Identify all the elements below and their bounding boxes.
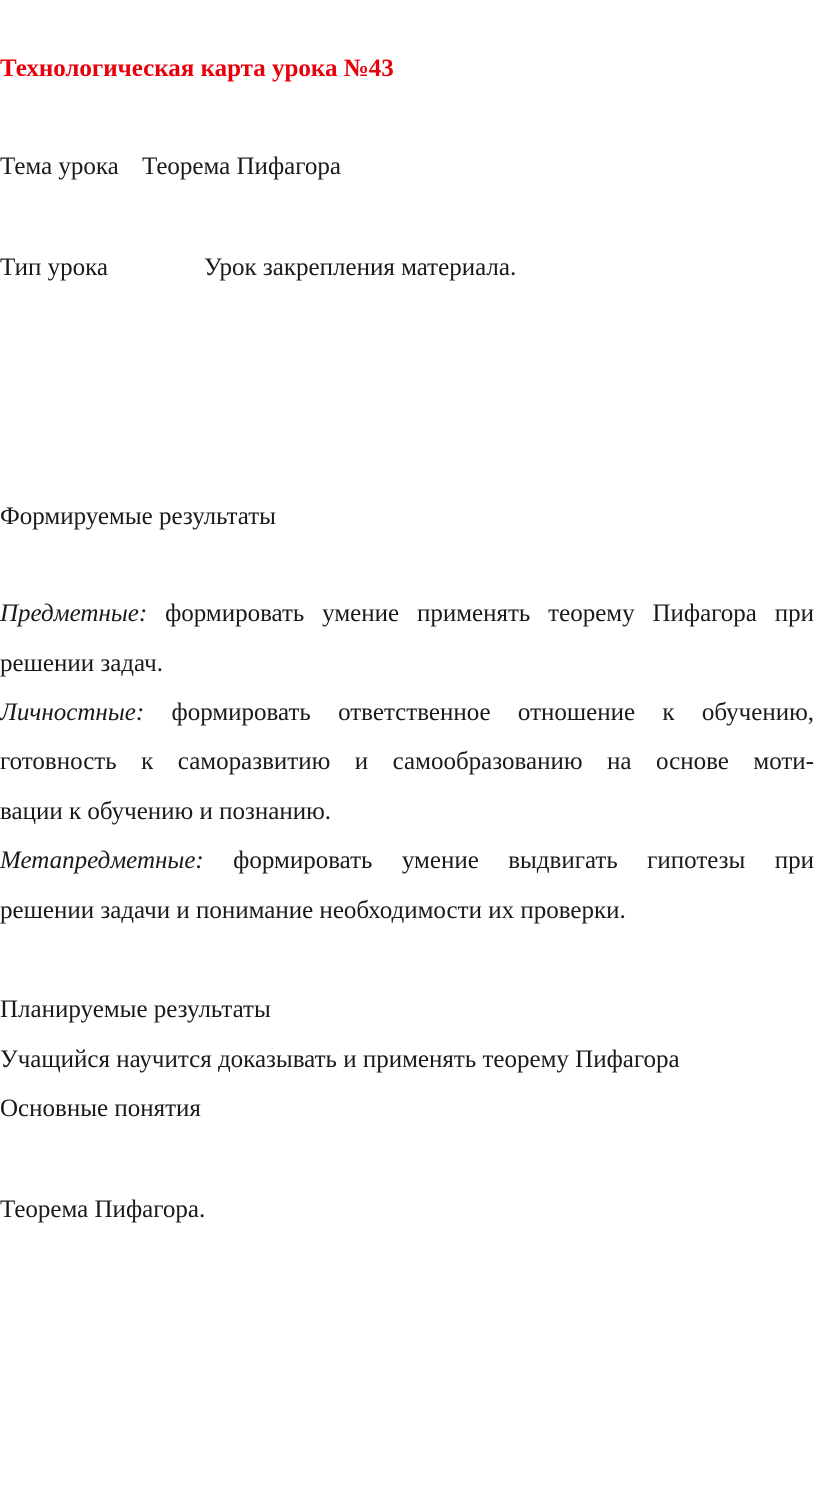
personal-results-line-3: вации к обучению и познанию. (0, 798, 332, 825)
subject-results-text-1: формировать умение применять теорему Пифагора при (165, 600, 814, 627)
meta-results-label: Метапредметные: (0, 847, 204, 874)
personal-results-text-1: формировать ответственное отношение к обучению, (171, 699, 815, 726)
topic-row (0, 152, 341, 182)
lesson-type-value: Урок закрепления материала. (204, 254, 517, 281)
personal-results-label: Личностные: (0, 699, 145, 726)
meta-results-text-1: формировать умение выдвигать гипотезы при (233, 847, 815, 874)
lesson-type-row (0, 253, 517, 283)
meta-results-line-1 (0, 846, 814, 876)
planned-results-heading: Планируемые результаты (0, 996, 271, 1023)
formed-results-heading: Формируемые результаты (0, 503, 276, 530)
topic-label: Тема урока (0, 153, 119, 180)
planned-results-text: Учащийся научится доказывать и применять теорему Пифагора (0, 1046, 680, 1073)
lesson-type-label: Тип урока (0, 254, 109, 281)
subject-results-line-1 (0, 599, 814, 629)
basic-concepts-text: Теорема Пифагора. (0, 1196, 206, 1223)
basic-concepts-heading: Основные понятия (0, 1095, 201, 1122)
subject-results-label: Предметные: (0, 600, 148, 627)
page-title: Технологическая карта урока №43 (0, 55, 394, 82)
subject-results-line-2: решении задач. (0, 650, 163, 677)
meta-results-line-2: решении задачи и понимание необходимости их проверки. (0, 897, 626, 924)
topic-value: Теорема Пифагора (142, 153, 341, 180)
personal-results-line-1 (0, 698, 814, 728)
personal-results-line-2: готовность к саморазвитию и самообразованию на основе моти- (0, 748, 814, 775)
